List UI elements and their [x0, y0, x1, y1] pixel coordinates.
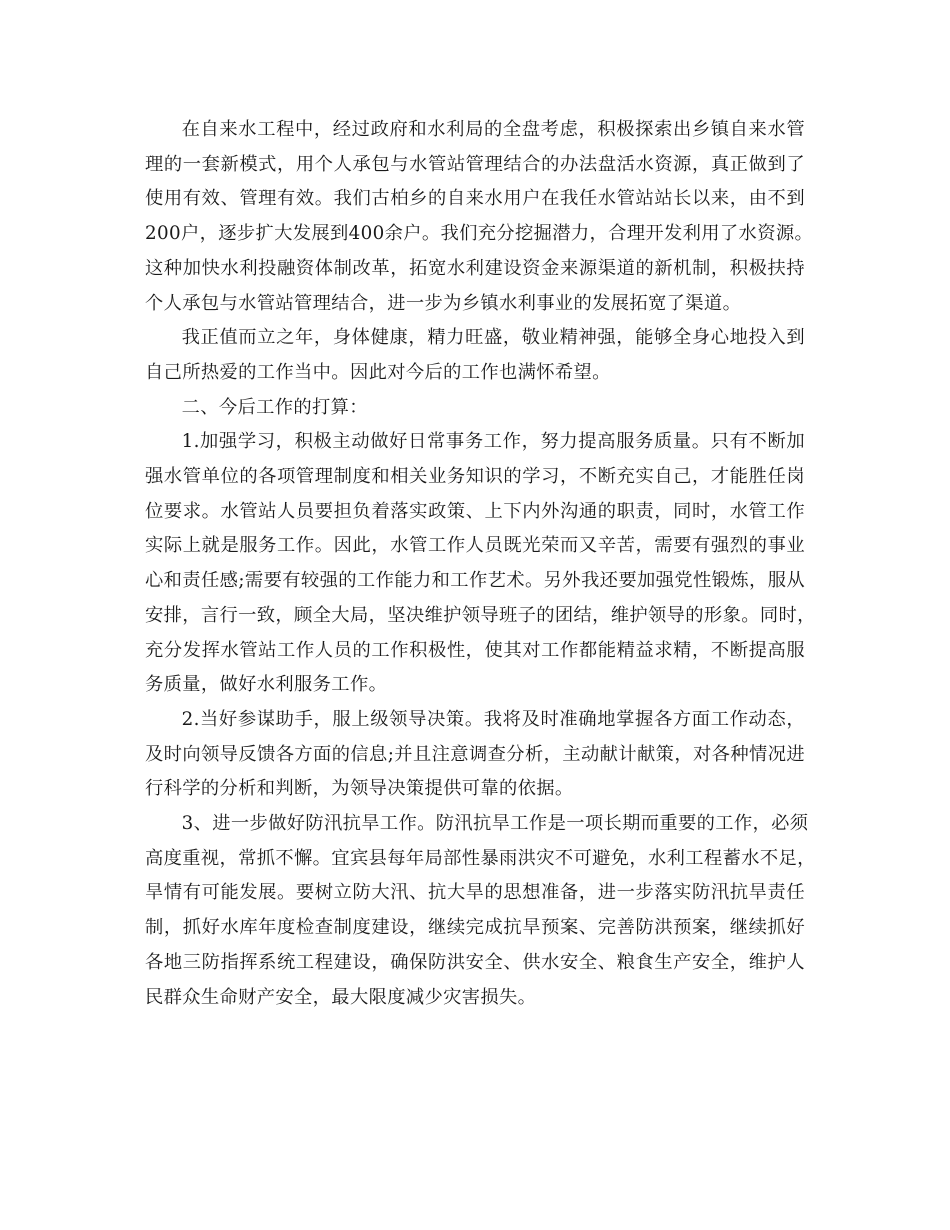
paragraph-3	[145, 391, 805, 426]
text-line: 行科学的分析和判断，为领导决策提供可靠的依据。	[145, 778, 574, 800]
text-line: 及时向领导反馈各方面的信息;并且注意调查分析，主动献计献策，对各种情况进	[145, 743, 805, 765]
text-line: 强水管单位的各项管理制度和相关业务知识的学习，不断充实自己，才能胜任岗	[145, 466, 805, 488]
text-line: 3、进一步做好防汛抗旱工作。防汛抗旱工作是一项长期而重要的工作，必须	[181, 813, 809, 835]
text-line: 200户，逐步扩大发展到400余户。我们充分挖掘潜力，合理开发利用了水资源。	[145, 223, 814, 245]
text-line: 充分发挥水管站工作人员的工作积极性，使其对工作都能精益求精，不断提高服	[145, 639, 805, 661]
text-line: 1.加强学习，积极主动做好日常事务工作，努力提高服务质量。只有不断加	[181, 431, 805, 453]
text-line: 务质量，做好水利服务工作。	[145, 674, 388, 696]
text-line: 位要求。水管站人员要担负着落实政策、上下内外沟通的职责，同时，水管工作	[145, 500, 805, 522]
paragraph-5	[145, 703, 805, 807]
text-line: 个人承包与水管站管理结合，进一步为乡镇水利事业的发展拓宽了渠道。	[145, 292, 742, 314]
text-line: 我正值而立之年，身体健康，精力旺盛，敬业精神强，能够全身心地投入到	[181, 327, 805, 349]
paragraph-2	[145, 321, 805, 390]
text-line: 二、今后工作的打算：	[181, 396, 368, 418]
text-line: 各地三防指挥系统工程建设，确保防洪安全、供水安全、粮食生产安全，维护人	[145, 951, 805, 973]
text-line: 安排，言行一致，顾全大局，坚决维护领导班子的团结，维护领导的形象。同时，	[145, 604, 816, 626]
paragraph-6	[145, 807, 816, 1015]
text-line: 高度重视，常抓不懈。宜宾县每年局部性暴雨洪灾不可避免，水利工程蓄水不足，	[145, 847, 816, 869]
text-line: 自己所热爱的工作当中。因此对今后的工作也满怀希望。	[145, 361, 611, 383]
text-line: 制，抓好水库年度检查制度建设，继续完成抗旱预案、完善防洪预案，继续抓好	[145, 917, 805, 939]
text-line: 2.当好参谋助手，服上级领导决策。我将及时准确地掌握各方面工作动态，	[181, 708, 805, 730]
text-line: 理的一套新模式，用个人承包与水管站管理结合的办法盘活水资源，真正做到了	[145, 153, 805, 175]
text-line: 这种加快水利投融资体制改革，拓宽水利建设资金来源渠道的新机制，积极扶持	[145, 257, 805, 279]
text-line: 旱情有可能发展。要树立防大汛、抗大旱的思想准备，进一步落实防汛抗旱责任	[145, 882, 805, 904]
document-body	[145, 113, 816, 1015]
text-line: 民群众生命财产安全，最大限度减少灾害损失。	[145, 986, 537, 1008]
paragraph-4	[145, 425, 816, 703]
text-line: 心和责任感;需要有较强的工作能力和工作艺术。另外我还要加强党性锻炼，服从	[145, 570, 805, 592]
paragraph-1	[145, 113, 814, 321]
text-line: 实际上就是服务工作。因此，水管工作人员既光荣而又辛苦，需要有强烈的事业	[145, 535, 805, 557]
text-line: 使用有效、管理有效。我们古柏乡的自来水用户在我任水管站站长以来，由不到	[145, 188, 805, 210]
text-line: 在自来水工程中，经过政府和水利局的全盘考虑，积极探索出乡镇自来水管	[181, 119, 805, 140]
